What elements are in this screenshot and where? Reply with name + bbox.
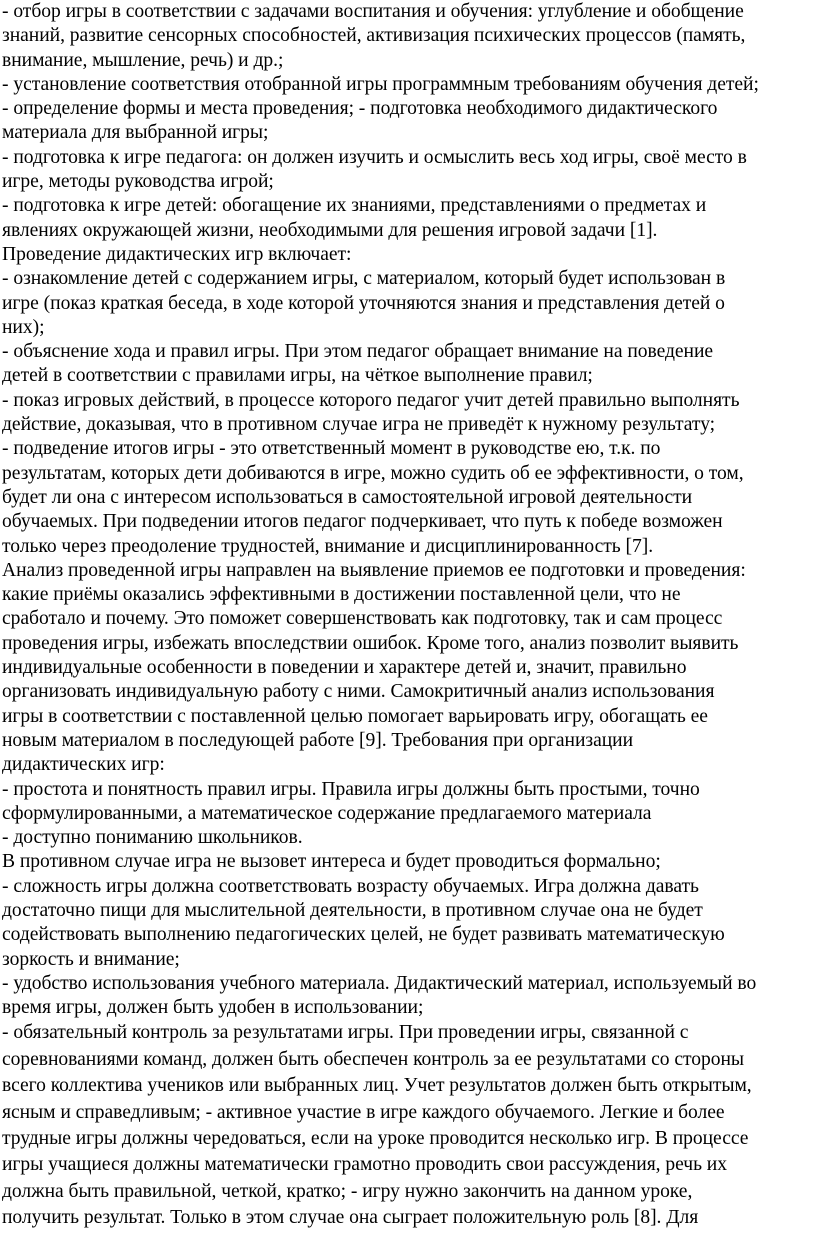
- text-line: - показ игровых действий, в процессе которого педагог учит детей правильно выполнять: [2, 389, 740, 411]
- text-line: соревнованиями команд, должен быть обеспечен контроль за ее результатами со стороны: [2, 1048, 745, 1070]
- text-line: игры в соответствии с поставленной целью помогает варьировать игру, обогащать ее: [2, 705, 708, 727]
- text-line: - ознакомление детей с содержанием игры, с материалом, который будет использован в: [2, 268, 726, 290]
- text-line: - удобство использования учебного материала. Дидактический материал, используемый во: [2, 972, 757, 994]
- text-line: игре (показ краткая беседа, в ходе которой уточняются знания и представления детей о: [2, 292, 725, 314]
- text-line: В противном случае игра не вызовет интереса и будет проводиться формально;: [2, 851, 661, 873]
- text-line: - отбор игры в соответствии с задачами воспитания и обучения: углубление и обобщение: [2, 1, 744, 22]
- text-line: новым материалом в последующей работе [9]. Требования при организации: [2, 729, 634, 751]
- text-line: действие, доказывая, что в противном случае игра не приведёт к нужному результату;: [2, 414, 716, 436]
- text-line: - обязательный контроль за результатами игры. При проведении игры, связанной с: [2, 1022, 689, 1044]
- text-line: обучаемых. При подведении итогов педагог подчеркивает, что путь к победе возможен: [2, 511, 723, 533]
- text-line: внимание, мышление, речь) и др.;: [2, 49, 284, 71]
- text-line: материала для выбранной игры;: [2, 122, 269, 144]
- text-line: - подведение итогов игры - это ответственный момент в руководстве ею, т.к. по: [2, 438, 661, 460]
- text-line: игре, методы руководства игрой;: [2, 171, 274, 193]
- text-line: - объяснение хода и правил игры. При этом педагог обращает внимание на поведение: [2, 341, 714, 363]
- text-line: сработало и почему. Это поможет совершенствовать как подготовку, так и сам процесс: [2, 608, 723, 630]
- text-line: - доступно пониманию школьников.: [2, 827, 303, 849]
- text-line: время игры, должен быть удобен в использовании;: [2, 997, 424, 1019]
- text-line: трудные игры должны чередоваться, если на уроке проводится несколько игр. В процессе: [2, 1128, 749, 1150]
- text-line: зоркость и внимание;: [2, 948, 180, 970]
- text-line: - установление соответствия отобранной игры программным требованиям обучения детей;: [2, 73, 759, 95]
- text-line: - сложность игры должна соответствовать возрасту обучаемых. Игра должна давать: [2, 875, 699, 897]
- text-line: какие приёмы оказались эффективными в достижении поставленной цели, что не: [2, 584, 681, 606]
- text-line: ясным и справедливым; - активное участие в игре каждого обучаемого. Легкие и более: [2, 1101, 725, 1123]
- text-line: достаточно пищи для мыслительной деятельности, в противном случае она не будет: [2, 899, 703, 921]
- text-line: дидактических игр:: [2, 754, 165, 776]
- text-line: - подготовка к игре детей: обогащение их знаниями, представлениями о предметах и: [2, 195, 707, 217]
- text-line: явлениях окружающей жизни, необходимыми для решения игровой задачи [1].: [2, 219, 658, 241]
- text-line: содействовать выполнению педагогических целей, не будет развивать математическую: [2, 924, 725, 946]
- text-block-main: [2, 0, 816, 1020]
- text-line: индивидуальные особенности в поведении и характере детей и, значит, правильно: [2, 657, 687, 679]
- document-page: [2, 0, 816, 1232]
- text-line: всего коллектива учеников или выбранных лиц. Учет результатов должен быть открытым,: [2, 1075, 752, 1097]
- text-line: должна быть правильной, четкой, кратко; - игру нужно закончить на данном уроке,: [2, 1180, 693, 1202]
- text-line: - простота и понятность правил игры. Правила игры должны быть простыми, точно: [2, 778, 700, 800]
- text-line: сформулированными, а математическое содержание предлагаемого материала: [2, 802, 652, 824]
- text-line: проведения игры, избежать впоследствии ошибок. Кроме того, анализ позволит выявить: [2, 632, 739, 654]
- text-line: знаний, развитие сенсорных способностей, активизация психических процессов (память,: [2, 25, 746, 47]
- text-line: детей в соответствии с правилами игры, на чёткое выполнение правил;: [2, 365, 593, 387]
- text-line: - подготовка к игре педагога: он должен изучить и осмыслить весь ход игры, своё место в: [2, 146, 747, 168]
- text-line: получить результат. Только в этом случае она сыграет положительную роль [8]. Для: [2, 1207, 699, 1229]
- text-line: Анализ проведенной игры направлен на выявление приемов ее подготовки и проведения:: [2, 559, 746, 581]
- text-line: них);: [2, 316, 45, 338]
- text-line: будет ли она с интересом использоваться в самостоятельной игровой деятельности: [2, 486, 693, 508]
- text-line: только через преодоление трудностей, внимание и дисциплинированность [7].: [2, 535, 654, 557]
- text-line: результатам, которых дети добиваются в игре, можно судить об ее эффективности, о том,: [2, 462, 744, 484]
- text-line: Проведение дидактических игр включает:: [2, 243, 352, 265]
- text-line: организовать индивидуальную работу с ними. Самокритичный анализ использования: [2, 681, 715, 703]
- text-line: - определение формы и места проведения; - подготовка необходимого дидактического: [2, 98, 718, 120]
- text-line: игры учащиеся должны математически грамотно проводить свои рассуждения, речь их: [2, 1154, 727, 1176]
- text-block-loose: [2, 1020, 816, 1231]
